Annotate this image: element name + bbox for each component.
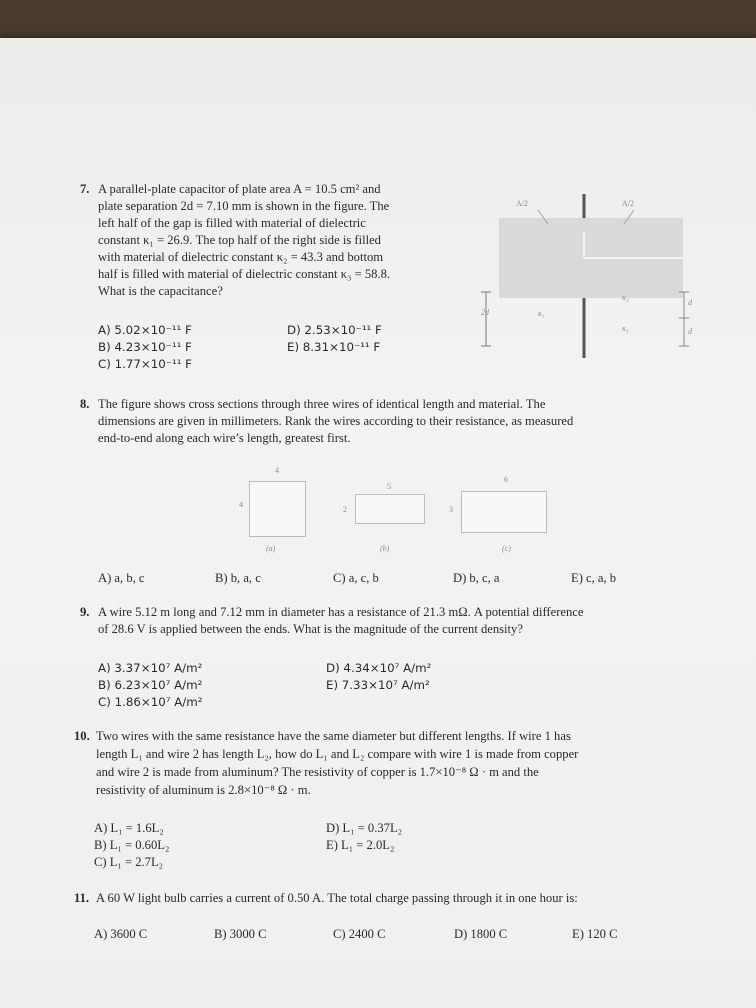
choice-a[interactable]: A) 3600 C [94, 927, 148, 941]
wire-c-width-label: 6 [504, 475, 508, 484]
choice-e[interactable]: E) 7.33×10⁷ A/m² [326, 678, 430, 692]
question-number: 9. [80, 605, 90, 619]
question-text-line: Two wires with the same resistance have the same diameter but different lengths. If wire 1 has [96, 729, 571, 743]
question-text-line: of 28.6 V is applied between the ends. What is the magnitude of the current density? [98, 622, 523, 636]
question-text-line: dimensions are given in millimeters. Rank the wires according to their resistance, as measured [98, 414, 574, 428]
choice-e[interactable]: E) c, a, b [571, 571, 617, 585]
label-kappa-3: κ₃ [622, 324, 629, 333]
choice-d[interactable]: D) b, c, a [453, 571, 500, 585]
choice-a[interactable]: A) a, b, c [98, 571, 145, 585]
question-text-line: A wire 5.12 m long and 7.12 mm in diameter has a resistance of 21.3 mΩ. A potential difference [98, 605, 584, 619]
wire-c-caption: (c) [502, 544, 511, 553]
choice-b[interactable]: B) L₁ = 0.60L₂ [94, 838, 170, 852]
question-text-line: What is the capacitance? [98, 284, 223, 298]
wire-b-cross-section [355, 494, 425, 524]
question-text-line: The figure shows cross sections through three wires of identical length and material. The [98, 397, 546, 411]
question-text-line: end-to-end along each wire’s length, greatest first. [98, 431, 351, 445]
choice-d[interactable]: D) 4.34×10⁷ A/m² [326, 661, 432, 675]
choice-c[interactable]: C) L₁ = 2.7L₂ [94, 855, 164, 869]
choice-c[interactable]: C) 1.77×10⁻¹¹ F [98, 357, 192, 371]
label-kappa-2: κ₂ [622, 293, 629, 302]
choice-d[interactable]: D) L₁ = 0.37L₂ [326, 821, 403, 835]
wire-c-height-label: 3 [449, 505, 453, 514]
question-text-line: constant κ₁ = 26.9. The top half of the right side is filled [98, 233, 381, 247]
capacitor-figure [476, 192, 696, 364]
choice-b[interactable]: B) 3000 C [214, 927, 267, 941]
question-number: 10. [74, 729, 90, 743]
choice-e[interactable]: E) 8.31×10⁻¹¹ F [287, 340, 381, 354]
question-text-line: left half of the gap is filled with material of dielectric [98, 216, 366, 230]
choice-c[interactable]: C) 1.86×10⁷ A/m² [98, 695, 203, 709]
question-text-line: resistivity of aluminum is 2.8×10⁻⁸ Ω · m. [96, 783, 311, 797]
wire-c-cross-section [461, 491, 547, 533]
wire-a-height-label: 4 [239, 500, 243, 509]
choice-a[interactable]: A) 5.02×10⁻¹¹ F [98, 323, 192, 337]
label-d-bottom: d [688, 327, 692, 336]
wire-a-caption: (a) [266, 544, 276, 553]
label-a-half-right: A/2 [622, 199, 634, 208]
wire-b-caption: (b) [380, 544, 390, 553]
label-kappa-1: κ₁ [538, 309, 545, 318]
wire-b-width-label: 5 [387, 482, 391, 491]
choice-c[interactable]: C) 2400 C [333, 927, 386, 941]
exam-page [0, 38, 756, 1008]
label-d-top: d [688, 298, 692, 307]
choice-b[interactable]: B) 6.23×10⁷ A/m² [98, 678, 203, 692]
question-text-line: half is filled with material of dielectric constant κ₃ = 58.8. [98, 267, 391, 281]
question-text-line: and wire 2 is made from aluminum? The resistivity of copper is 1.7×10⁻⁸ Ω · m and the [96, 765, 539, 779]
wire-a-width-label: 4 [275, 466, 279, 475]
choice-e[interactable]: E) 120 C [572, 927, 618, 941]
question-number: 7. [80, 182, 90, 196]
choice-d[interactable]: D) 1800 C [454, 927, 508, 941]
question-text-line: A parallel-plate capacitor of plate area A = 10.5 cm² and [98, 182, 381, 196]
choice-b[interactable]: B) 4.23×10⁻¹¹ F [98, 340, 192, 354]
question-number: 8. [80, 397, 90, 411]
question-number: 11. [74, 891, 90, 905]
choice-a[interactable]: A) L₁ = 1.6L₂ [94, 821, 164, 835]
label-a-half-left: A/2 [516, 199, 528, 208]
wire-b-height-label: 2 [343, 505, 347, 514]
choice-e[interactable]: E) L₁ = 2.0L₂ [326, 838, 395, 852]
question-text-line: with material of dielectric constant κ₂ = 43.3 and bottom [98, 250, 384, 264]
choice-a[interactable]: A) 3.37×10⁷ A/m² [98, 661, 203, 675]
label-gap-2d: 2d [481, 308, 489, 317]
choice-b[interactable]: B) b, a, c [215, 571, 261, 585]
wire-a-cross-section [249, 481, 306, 537]
choice-c[interactable]: C) a, c, b [333, 571, 379, 585]
question-text-line: length L₁ and wire 2 has length L₂, how do L₁ and L₂ compare with wire 1 is made from copper [96, 747, 579, 761]
choice-d[interactable]: D) 2.53×10⁻¹¹ F [287, 323, 382, 337]
question-text-line: plate separation 2d = 7.10 mm is shown in the figure. The [98, 199, 390, 213]
question-text-line: A 60 W light bulb carries a current of 0.50 A. The total charge passing through it in one hour is: [96, 891, 578, 905]
